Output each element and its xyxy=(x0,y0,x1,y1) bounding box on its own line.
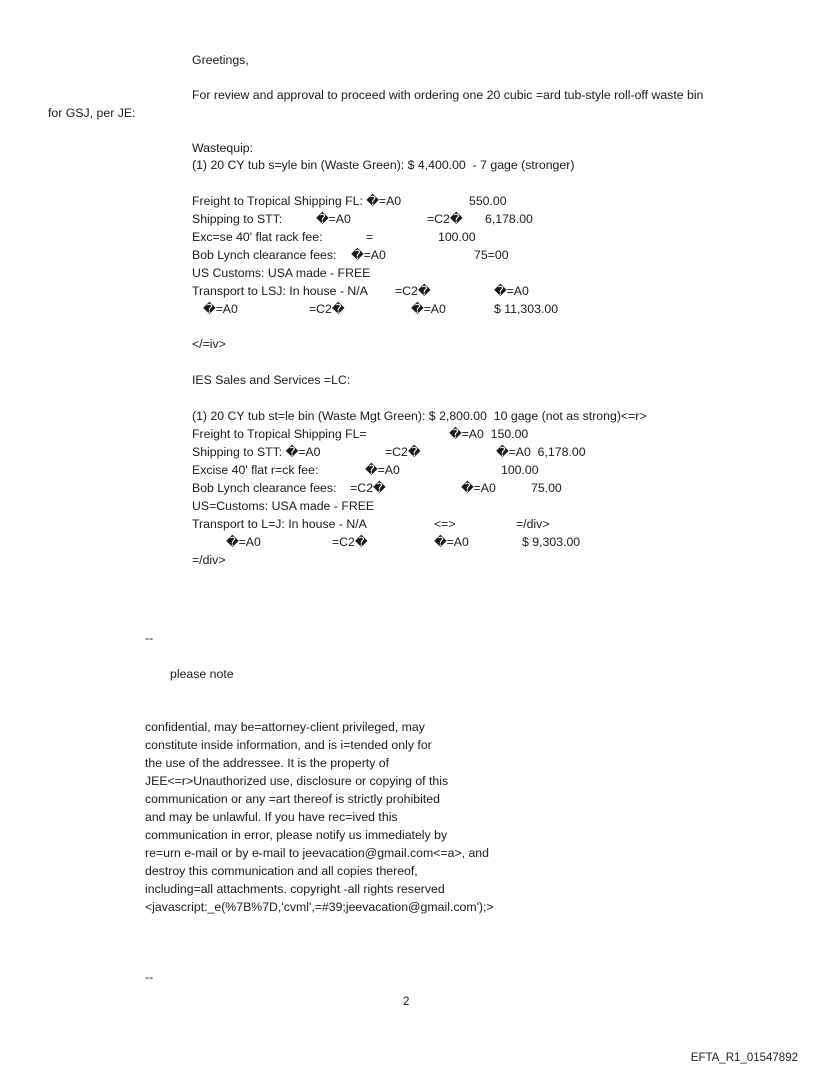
disclaimer-line: destroy this communication and all copies thereof, xyxy=(145,864,418,878)
vendor2-item: (1) 20 CY tub st=le bin (Waste Mgt Green): $ 2,800.00 10 gage (not as strong)<=r> xyxy=(192,409,647,423)
disclaimer-line: constitute inside information, and is i=tended only for xyxy=(145,738,432,752)
v1-line-label: Transport to LSJ: In house - N/A xyxy=(192,284,368,298)
v2-line-label: Freight to Tropical Shipping FL= xyxy=(192,427,367,441)
v2-line-label: US=Customs: USA made - FREE xyxy=(192,499,375,513)
note-heading: please note xyxy=(170,667,234,681)
v1-line-code: �=A0 xyxy=(494,284,529,298)
v1-line-label: Freight to Tropical Shipping FL: �=A0 xyxy=(192,194,402,208)
v2-line-value: 100.00 xyxy=(501,463,539,477)
vendor1-name: Wastequip: xyxy=(192,141,254,155)
v2-line-label: Excise 40' flat r=ck fee: xyxy=(192,463,319,477)
intro-line-2: for GSJ, per JE: xyxy=(48,106,136,120)
v1-total: $ 11,303.00 xyxy=(494,302,559,316)
v2-line-code: <=> xyxy=(434,517,456,531)
v1-line-code: �=A0 xyxy=(316,212,351,226)
v2-line-label: Transport to L=J: In house - N/A xyxy=(192,517,367,531)
v2-line-code: =C2� xyxy=(385,445,421,459)
separator: -- xyxy=(145,970,154,984)
v2-line-value: �=A0 6,178.00 xyxy=(496,445,586,459)
v1-line-code: =C2� xyxy=(427,212,463,226)
disclaimer-line: confidential, may be=attorney-client privileged, may xyxy=(145,720,425,734)
disclaimer-line: the use of the addressee. It is the property of xyxy=(145,756,390,770)
v1-line-label: Bob Lynch clearance fees: xyxy=(192,248,337,262)
vendor2-name: IES Sales and Services =LC: xyxy=(192,373,351,387)
v1-line-label: Shipping to STT: xyxy=(192,212,283,226)
disclaimer-line: re=urn e-mail or by e-mail to jeevacation@gmail.com<=a>, and xyxy=(145,846,489,860)
v2-line-label: Shipping to STT: �=A0 xyxy=(192,445,321,459)
v1-line-code: = xyxy=(366,230,374,244)
v1-line-code: �=A0 xyxy=(411,302,446,316)
v1-line-code: �=A0 xyxy=(351,248,386,262)
v2-line-code: �=A0 xyxy=(461,481,496,495)
vendor1-item: (1) 20 CY tub s=yle bin (Waste Green): $ 4,400.00 - 7 gage (stronger) xyxy=(192,158,575,172)
v2-total: $ 9,303.00 xyxy=(522,535,581,549)
v2-line-value: 75.00 xyxy=(531,481,562,495)
v2-line-value: �=A0 150.00 xyxy=(449,427,529,441)
v1-line-value: 100.00 xyxy=(438,230,476,244)
v1-line-code: =C2� xyxy=(395,284,431,298)
disclaimer-line: communication or any =art thereof is strictly prohibited xyxy=(145,792,440,806)
v2-line-code: �=A0 xyxy=(365,463,400,477)
disclaimer-line: <javascript:_e(%7B%7D,'cvml',=#39;jeevacation@gmail.com');> xyxy=(145,900,494,914)
v2-line-code: �=A0 xyxy=(434,535,469,549)
v1-line-value: 75=00 xyxy=(474,248,509,262)
greeting: Greetings, xyxy=(192,53,249,67)
document-id-footer: EFTA_R1_01547892 xyxy=(690,1052,798,1064)
disclaimer-line: JEE<=r>Unauthorized use, disclosure or copying of this xyxy=(145,774,449,788)
v1-line-code: =C2� xyxy=(309,302,345,316)
v1-line-value: 550.00 xyxy=(469,194,507,208)
disclaimer-line: and may be unlawful. If you have rec=ived this xyxy=(145,810,398,824)
v1-line-label: US Customs: USA made - FREE xyxy=(192,266,371,280)
v1-close-tag: </=iv> xyxy=(192,337,226,351)
disclaimer-line: including=all attachments. copyright -all rights reserved xyxy=(145,882,445,896)
v2-close-tag: =/div> xyxy=(192,553,226,567)
disclaimer-line: communication in error, please notify us immediately by xyxy=(145,828,448,842)
v2-line-label: Bob Lynch clearance fees: =C2� xyxy=(192,481,386,495)
page-number: 2 xyxy=(403,996,410,1008)
separator: -- xyxy=(145,631,154,645)
intro-line-1: For review and approval to proceed with ordering one 20 cubic =ard tub-style roll-off waste bin xyxy=(192,88,704,102)
v2-line-code: =C2� xyxy=(332,535,368,549)
v1-line-code: �=A0 xyxy=(203,302,238,316)
v1-line-value: 6,178.00 xyxy=(485,212,533,226)
v2-line-code: �=A0 xyxy=(226,535,261,549)
v2-line-code: =/div> xyxy=(516,517,550,531)
v1-line-label: Exc=se 40' flat rack fee: xyxy=(192,230,323,244)
